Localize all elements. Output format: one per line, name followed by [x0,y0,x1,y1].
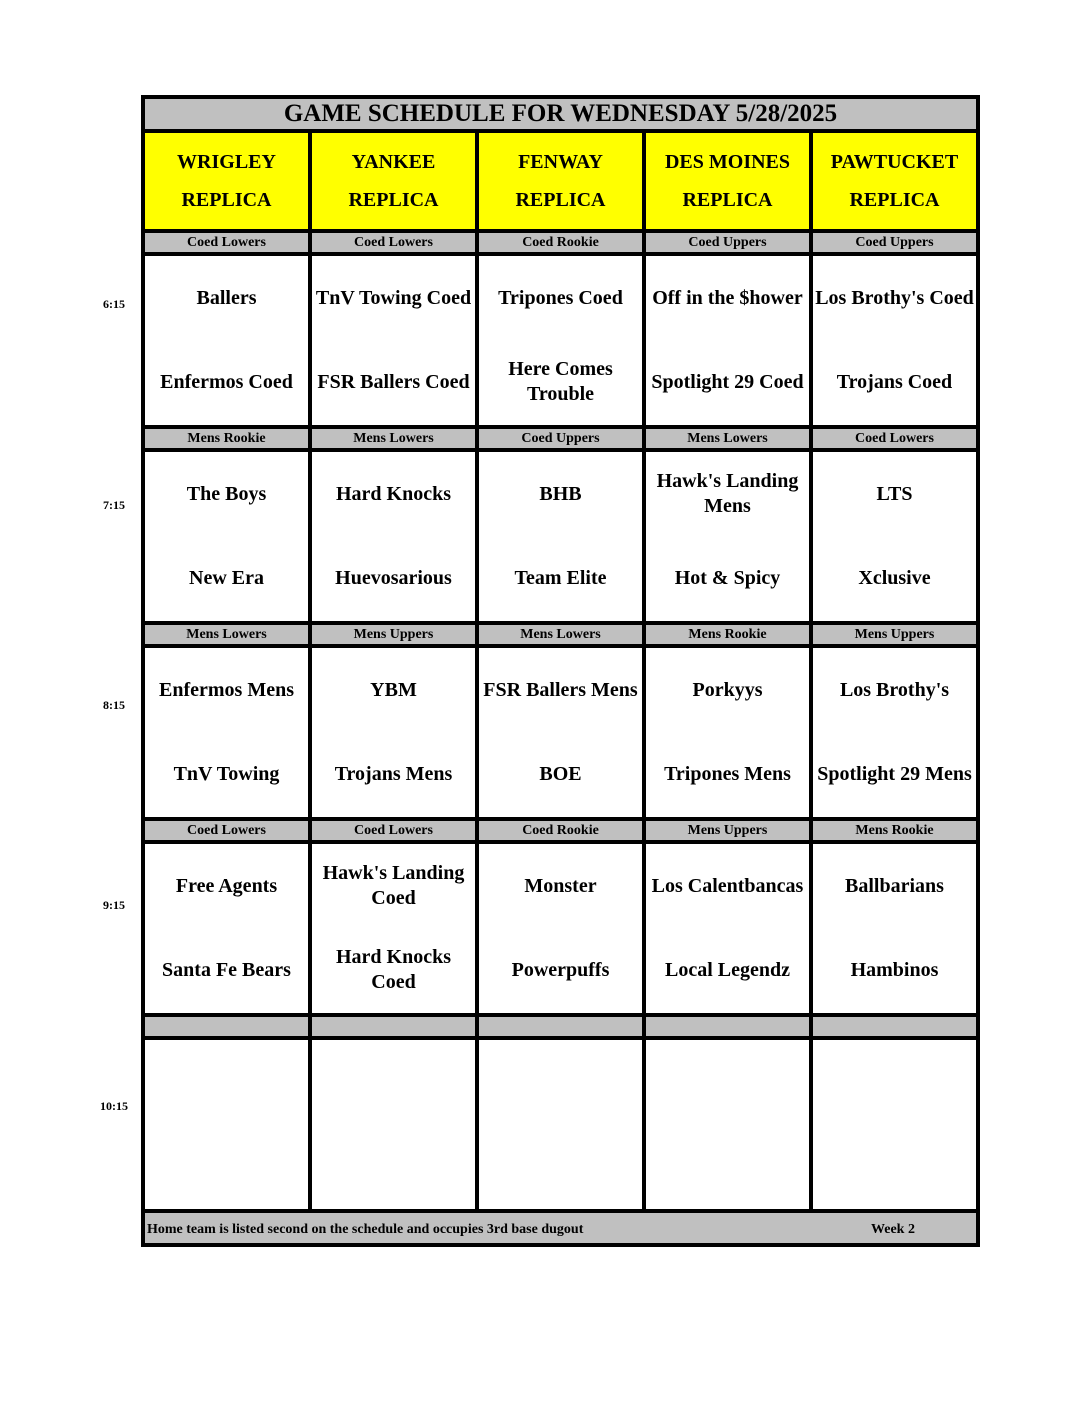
schedule-title: GAME SCHEDULE FOR WEDNESDAY 5/28/2025 [143,97,978,131]
game-row [143,1038,978,1211]
game-cell [143,1038,310,1211]
game-cell [143,254,310,427]
home-team [813,1124,976,1208]
game-cell [143,842,310,1015]
game-cell [477,646,644,819]
division-label: Coed Uppers [644,231,811,254]
time-label: 7:15 [103,498,125,512]
home-team: BOE [539,762,582,785]
division-label: Coed Rookie [477,819,644,842]
time-label: 10:15 [100,1099,128,1113]
game-cell [644,842,811,1015]
game-row [143,842,978,1015]
home-team: Trojans Mens [334,762,453,785]
division-label: Mens Rookie [143,427,310,450]
away-team: TnV Towing Coed [315,286,472,309]
field-header [477,131,644,231]
field-name: DES MOINES [664,151,791,173]
footer-row [143,1211,978,1245]
away-team: Ballbarians [845,874,944,897]
home-team: Trojans Coed [836,370,953,393]
field-header [811,131,978,231]
division-label: Coed Lowers [811,427,978,450]
game-cell [644,646,811,819]
game-cell [811,450,978,623]
game-cell [310,1038,477,1211]
away-team: Hawk's Landing Mens [656,470,799,517]
home-team: Hambinos [850,958,939,981]
away-team: Monster [524,874,597,897]
field-subtitle: REPLICA [682,189,773,211]
home-team: FSR Ballers Coed [317,370,470,393]
game-cell [310,842,477,1015]
field-subtitle: REPLICA [181,189,272,211]
home-team: Hot & Spicy [674,566,781,589]
home-team: Here Comes Trouble [508,358,613,405]
division-label [811,1015,978,1038]
away-team [312,1040,475,1124]
division-row [143,231,978,254]
footer [143,1211,978,1245]
away-team: Off in the $hower [652,286,803,309]
division-row [143,1015,978,1038]
division-label: Coed Uppers [811,231,978,254]
away-team: Tripones Coed [498,286,623,309]
division-label: Mens Rookie [811,819,978,842]
division-label: Mens Uppers [644,819,811,842]
game-cell [310,646,477,819]
game-cell [644,1038,811,1211]
home-team [479,1124,642,1208]
field-subtitle: REPLICA [849,189,940,211]
division-label: Mens Uppers [811,623,978,646]
home-team: Huevosarious [335,566,452,589]
game-cell [477,1038,644,1211]
game-cell [644,254,811,427]
game-row [143,450,978,623]
away-team: Hawk's Landing Coed [322,862,465,909]
game-cell [143,646,310,819]
field-subtitle: REPLICA [515,189,606,211]
game-cell [310,254,477,427]
field-name: YANKEE [351,151,436,173]
division-label [143,1015,310,1038]
time-label: 9:15 [103,898,125,912]
field-header-row [143,131,978,231]
game-cell [477,842,644,1015]
home-team: Enfermos Coed [160,370,293,393]
away-team [145,1040,308,1124]
game-cell [811,646,978,819]
away-team: Los Brothy's [839,678,950,701]
field-header [143,131,310,231]
home-team: Local Legendz [665,958,790,981]
game-cell [811,842,978,1015]
home-team [312,1124,475,1208]
away-team: BHB [539,482,582,505]
title-row [143,97,978,131]
home-team: Spotlight 29 Mens [817,762,972,785]
home-team: Xclusive [858,566,931,589]
game-cell [811,1038,978,1211]
division-label: Coed Lowers [310,231,477,254]
away-team: Ballers [196,286,257,309]
week-label: Week 2 [871,1222,915,1237]
division-label: Mens Lowers [310,427,477,450]
away-team: Free Agents [175,874,278,897]
home-team: Santa Fe Bears [162,958,291,981]
division-label: Mens Lowers [477,623,644,646]
field-name: FENWAY [518,151,603,173]
away-team: Los Brothy's Coed [815,286,974,309]
division-label [644,1015,811,1038]
game-cell [644,450,811,623]
field-header [310,131,477,231]
home-team [646,1124,809,1208]
field-name: PAWTUCKET [830,151,959,173]
division-row [143,819,978,842]
division-row [143,623,978,646]
game-row [143,254,978,427]
time-label: 8:15 [103,698,125,712]
field-name: WRIGLEY [177,151,276,173]
away-team: LTS [876,482,913,505]
home-team: Hard Knocks Coed [335,946,452,993]
division-label: Mens Lowers [644,427,811,450]
away-team: Los Calentbancas [651,874,804,897]
division-label: Coed Lowers [310,819,477,842]
away-team: Enfermos Mens [159,678,294,701]
away-team: Porkyys [692,678,763,701]
away-team: FSR Ballers Mens [483,678,638,701]
division-label: Coed Lowers [143,231,310,254]
field-header [644,131,811,231]
division-label: Mens Uppers [310,623,477,646]
away-team [813,1040,976,1124]
game-cell [811,254,978,427]
division-row [143,427,978,450]
game-row [143,646,978,819]
division-label: Mens Lowers [143,623,310,646]
division-label: Coed Lowers [143,819,310,842]
away-team [646,1040,809,1124]
game-cell [477,450,644,623]
away-team [479,1040,642,1124]
division-label [477,1015,644,1038]
home-team: Spotlight 29 Coed [651,370,804,393]
home-team: Tripones Mens [664,762,791,785]
home-team [145,1124,308,1208]
home-team: Team Elite [514,566,607,589]
division-label [310,1015,477,1038]
field-subtitle: REPLICA [348,189,439,211]
home-team-note: Home team is listed second on the schedule and occupies 3rd base dugout [147,1222,584,1237]
away-team: The Boys [186,482,267,505]
game-cell [477,254,644,427]
schedule-table [141,95,980,1247]
time-label: 6:15 [103,297,125,311]
home-team: New Era [189,566,264,589]
division-label: Coed Uppers [477,427,644,450]
home-team: Powerpuffs [511,958,610,981]
game-cell [310,450,477,623]
home-team: TnV Towing [173,762,280,785]
away-team: YBM [370,678,417,701]
division-label: Coed Rookie [477,231,644,254]
division-label: Mens Rookie [644,623,811,646]
game-cell [143,450,310,623]
away-team: Hard Knocks [335,482,452,505]
